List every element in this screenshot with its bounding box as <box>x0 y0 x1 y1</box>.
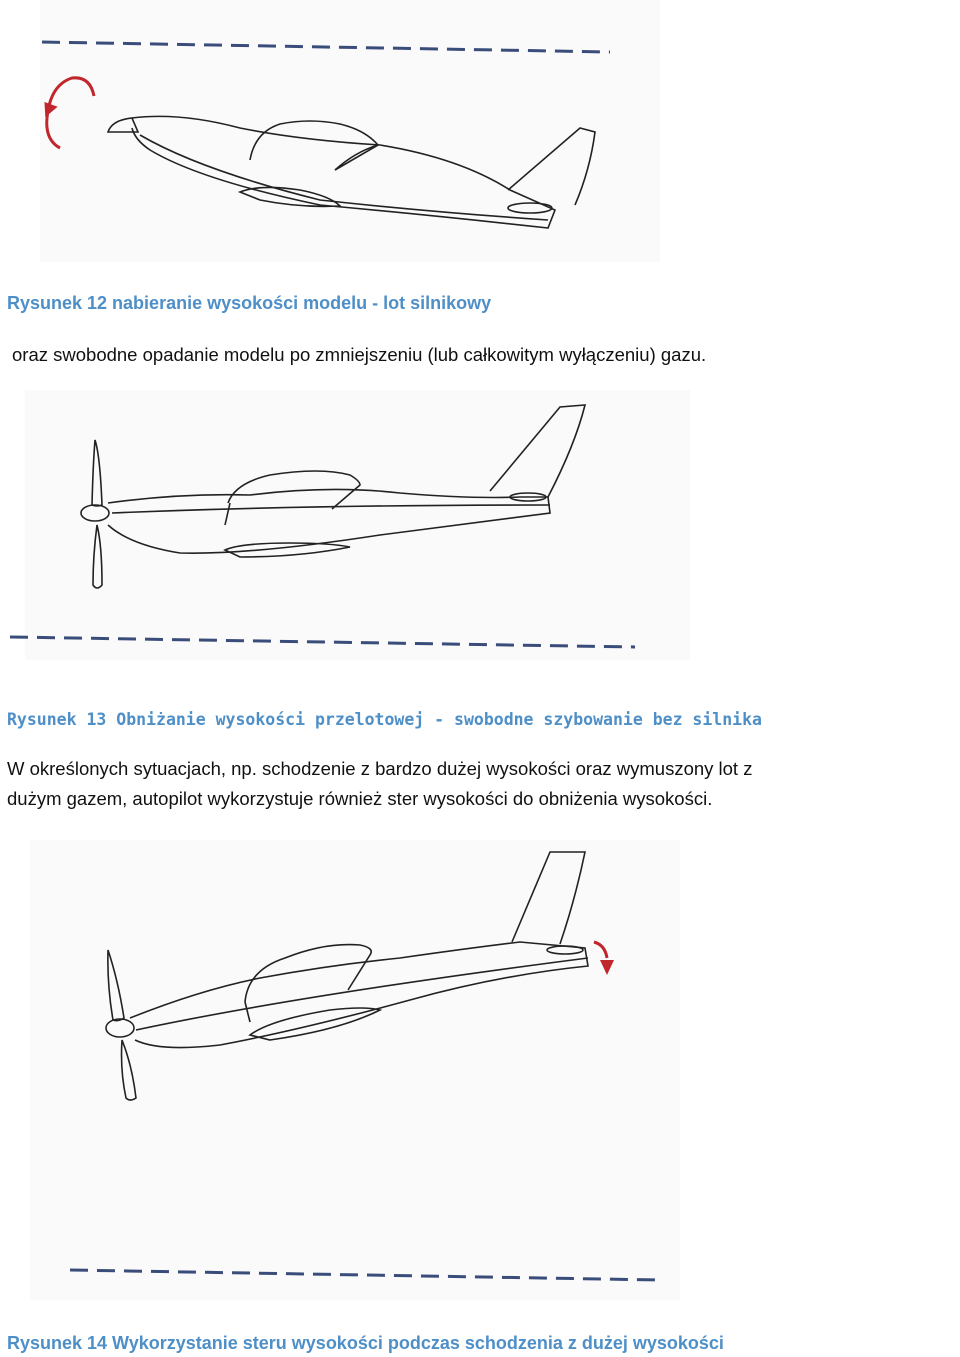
figure-14-airplane-elevator-descent <box>0 830 960 1310</box>
paragraph-line-1: W określonych sytuacjach, np. schodzenie z bardzo dużej wysokości oraz wymuszony lot z <box>7 758 753 779</box>
figure-12-airplane-climb <box>0 0 960 270</box>
paragraph-autopilot <box>7 754 752 814</box>
scan-background <box>25 390 690 660</box>
figure-13-airplane-glide <box>0 385 960 675</box>
paragraph-gliding: oraz swobodne opadanie modelu po zmniejszeniu (lub całkowitym wyłączeniu) gazu. <box>12 344 707 365</box>
figure-13-caption: Rysunek 13 Obniżanie wysokości przelotowej - swobodne szybowanie bez silnika <box>7 710 762 729</box>
scan-background <box>30 840 680 1300</box>
figure-14-caption: Rysunek 14 Wykorzystanie steru wysokości podczas schodzenia z dużej wysokości <box>7 1333 724 1353</box>
paragraph-line-2: dużym gazem, autopilot wykorzystuje również ster wysokości do obniżenia wysokości. <box>7 788 713 809</box>
figure-12-caption: Rysunek 12 nabieranie wysokości modelu - lot silnikowy <box>7 293 492 313</box>
